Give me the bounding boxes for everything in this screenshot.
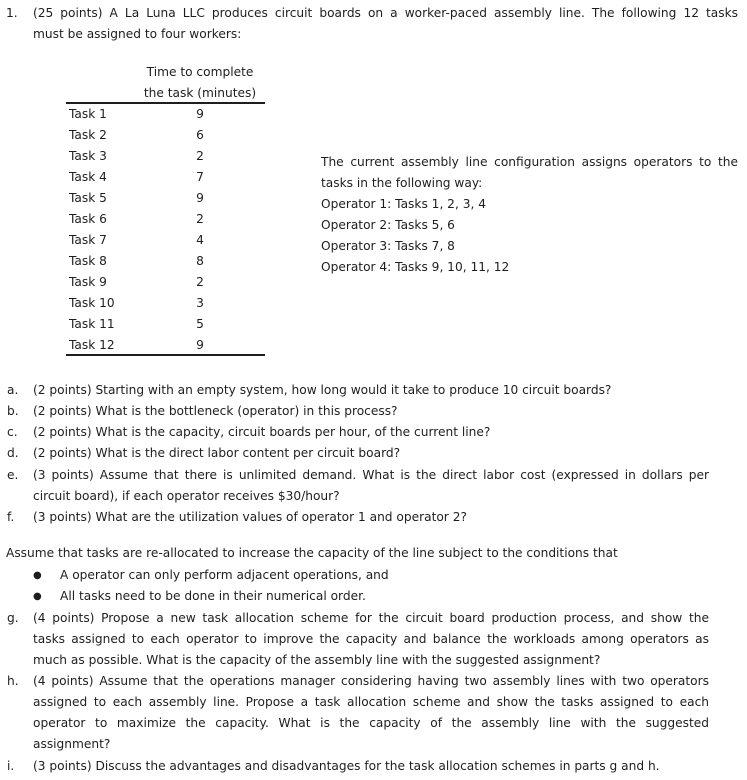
part-i-line-1: (3 points) Discuss the advantages and disadvantages for the task allocation schemes in parts g and h. <box>33 759 660 773</box>
part-label-g: g. <box>7 611 19 625</box>
task-time: 2 <box>196 212 204 226</box>
part-g-line-2: tasks assigned to each operator to improve the capacity and balance the workloads among operators as <box>33 632 709 646</box>
part-h-line-4: assignment? <box>33 737 111 751</box>
part-b-line-1: (2 points) What is the bottleneck (operator) in this process? <box>33 404 398 418</box>
part-c-line-1: (2 points) What is the capacity, circuit boards per hour, of the current line? <box>33 425 491 439</box>
part-f-line-1: (3 points) What are the utilization values of operator 1 and operator 2? <box>33 510 467 524</box>
question-intro-line-2: must be assigned to four workers: <box>33 27 242 41</box>
assumption-bullet: All tasks need to be done in their numerical order. <box>60 589 366 603</box>
task-time: 4 <box>196 233 204 247</box>
task-time: 5 <box>196 317 204 331</box>
part-h-line-2: assigned to each assembly line. Propose a task allocation scheme and show the tasks assigned to each <box>33 695 709 709</box>
part-label-c: c. <box>7 425 18 439</box>
task-name: Task 8 <box>69 254 107 268</box>
task-time: 6 <box>196 128 204 142</box>
part-label-a: a. <box>7 383 19 397</box>
question-number: 1. <box>6 6 18 20</box>
task-time: 2 <box>196 275 204 289</box>
part-label-f: f. <box>7 510 15 524</box>
part-h-line-1: (4 points) Assume that the operations manager considering having two assembly lines with two operators <box>33 674 709 688</box>
task-time: 9 <box>196 107 204 121</box>
task-name: Task 5 <box>69 191 107 205</box>
task-name: Task 2 <box>69 128 107 142</box>
task-name: Task 1 <box>69 107 107 121</box>
part-h-line-3: operator to maximize the capacity. What is the capacity of the assembly line with the suggested <box>33 716 709 730</box>
operator-assignment: Operator 3: Tasks 7, 8 <box>321 239 455 253</box>
question-intro-line-1: (25 points) A La Luna LLC produces circuit boards on a worker-paced assembly line. The following 12 tasks <box>33 6 738 20</box>
task-time: 3 <box>196 296 204 310</box>
task-time: 2 <box>196 149 204 163</box>
part-g-line-3: much as possible. What is the capacity of the assembly line with the suggested assignment? <box>33 653 601 667</box>
part-label-i: i. <box>7 759 15 773</box>
task-name: Task 10 <box>69 296 115 310</box>
bullet-dot: ● <box>33 591 42 602</box>
task-name: Task 9 <box>69 275 107 289</box>
part-e-line-1: (3 points) Assume that there is unlimited demand. What is the direct labor cost (expressed in dollars per <box>33 468 709 482</box>
operator-assignment: Operator 1: Tasks 1, 2, 3, 4 <box>321 197 486 211</box>
table-header-line-2: the task (minutes) <box>143 86 257 100</box>
part-label-b: b. <box>7 404 19 418</box>
task-name: Task 4 <box>69 170 107 184</box>
task-time: 7 <box>196 170 204 184</box>
part-label-h: h. <box>7 674 19 688</box>
assumption-bullet: A operator can only perform adjacent operations, and <box>60 568 389 582</box>
task-time: 9 <box>196 191 204 205</box>
operator-assignment: Operator 2: Tasks 5, 6 <box>321 218 455 232</box>
part-g-line-1: (4 points) Propose a new task allocation scheme for the circuit board production process, and show the <box>33 611 709 625</box>
part-label-e: e. <box>7 468 19 482</box>
part-e-line-2: circuit board), if each operator receives $30/hour? <box>33 489 340 503</box>
part-label-d: d. <box>7 446 19 460</box>
config-line-2: tasks in the following way: <box>321 176 483 190</box>
task-name: Task 3 <box>69 149 107 163</box>
bullet-dot: ● <box>33 570 42 581</box>
operator-assignment: Operator 4: Tasks 9, 10, 11, 12 <box>321 260 510 274</box>
task-time: 9 <box>196 338 204 352</box>
task-time: 8 <box>196 254 204 268</box>
assumption-text: Assume that tasks are re-allocated to increase the capacity of the line subject to the conditions that <box>6 546 618 560</box>
part-d-line-1: (2 points) What is the direct labor content per circuit board? <box>33 446 401 460</box>
task-name: Task 12 <box>69 338 115 352</box>
config-line-1: The current assembly line configuration assigns operators to the <box>321 155 738 169</box>
task-name: Task 6 <box>69 212 107 226</box>
task-name: Task 7 <box>69 233 107 247</box>
table-bottom-rule <box>66 354 265 356</box>
task-name: Task 11 <box>69 317 115 331</box>
table-header-line-1: Time to complete <box>146 65 254 79</box>
part-a-line-1: (2 points) Starting with an empty system, how long would it take to produce 10 circuit boards? <box>33 383 612 397</box>
